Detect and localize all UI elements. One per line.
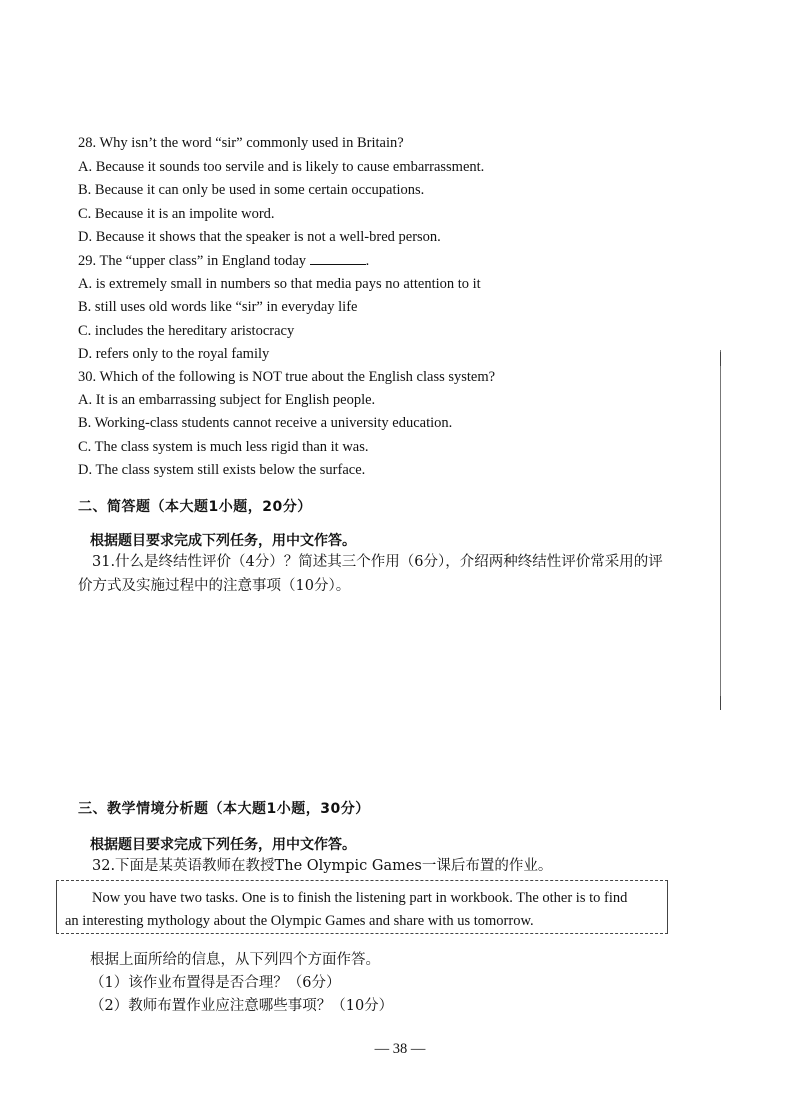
section-3-title: 三、教学情境分析题（本大题1小题，30分） [78, 801, 370, 817]
q28-option-a: A. Because it sounds too servile and is likely to cause embarrassment. [78, 159, 485, 175]
question-32-instruction: 根据上面所给的信息，从下列四个方面作答。 [90, 952, 380, 968]
q30-option-c: C. The class system is much less rigid than it was. [78, 439, 369, 455]
margin-tick-bottom [720, 696, 721, 710]
section-2-title: 二、简答题（本大题1小题，20分） [78, 499, 312, 515]
q28-option-c: C. Because it is an impolite word. [78, 206, 275, 222]
margin-tick-top [720, 352, 721, 366]
q30-option-b: B. Working-class students cannot receive a university education. [78, 415, 453, 431]
sub-question-2: （2）教师布置作业应注意哪些事项？（10分） [90, 998, 394, 1014]
question-30-stem: 30. Which of the following is NOT true about the English class system? [78, 369, 496, 385]
q29-option-b: B. still uses old words like “sir” in everyday life [78, 299, 358, 315]
answer-blank [310, 252, 366, 265]
q29-option-a: A. is extremely small in numbers so that media pays no attention to it [78, 276, 481, 292]
question-31-line-2: 价方式及实施过程中的注意事项（10分）。 [78, 578, 351, 594]
q28-option-b: B. Because it can only be used in some certain occupations. [78, 182, 425, 198]
q29-option-d: D. refers only to the royal family [78, 346, 270, 362]
page-number-text: — 38 — [374, 1041, 426, 1057]
question-29-stem [78, 252, 369, 270]
task-line-1: Now you have two tasks. One is to finish the listening part in workbook. The other is to find [92, 890, 628, 906]
question-31-line-1: 31.什么是终结性评价（4分）？简述其三个作用（6分），介绍两种终结性评价常采用的评 [92, 554, 663, 570]
page-number [0, 1041, 800, 1058]
q28-option-d: D. Because it shows that the speaker is not a well-bred person. [78, 229, 441, 245]
question-32-stem: 32.下面是某英语教师在教授The Olympic Games一课后布置的作业。 [92, 858, 553, 874]
q29-stem-text: 29. The “upper class” in England today [78, 253, 307, 269]
homework-task-box [56, 880, 668, 934]
q30-option-d: D. The class system still exists below the surface. [78, 462, 366, 478]
section-3-instruction: 根据题目要求完成下列任务，用中文作答。 [90, 837, 356, 853]
q30-option-a: A. It is an embarrassing subject for English people. [78, 392, 376, 408]
q29-option-c: C. includes the hereditary aristocracy [78, 323, 295, 339]
sub-question-1: （1）该作业布置得是否合理？（6分） [90, 975, 341, 991]
margin-rule [720, 350, 721, 710]
question-28-stem: 28. Why isn’t the word “sir” commonly used in Britain? [78, 135, 404, 151]
task-line-2: an interesting mythology about the Olympic Games and share with us tomorrow. [65, 913, 534, 929]
q29-stem-end: . [365, 253, 370, 269]
section-2-instruction: 根据题目要求完成下列任务，用中文作答。 [90, 533, 356, 549]
